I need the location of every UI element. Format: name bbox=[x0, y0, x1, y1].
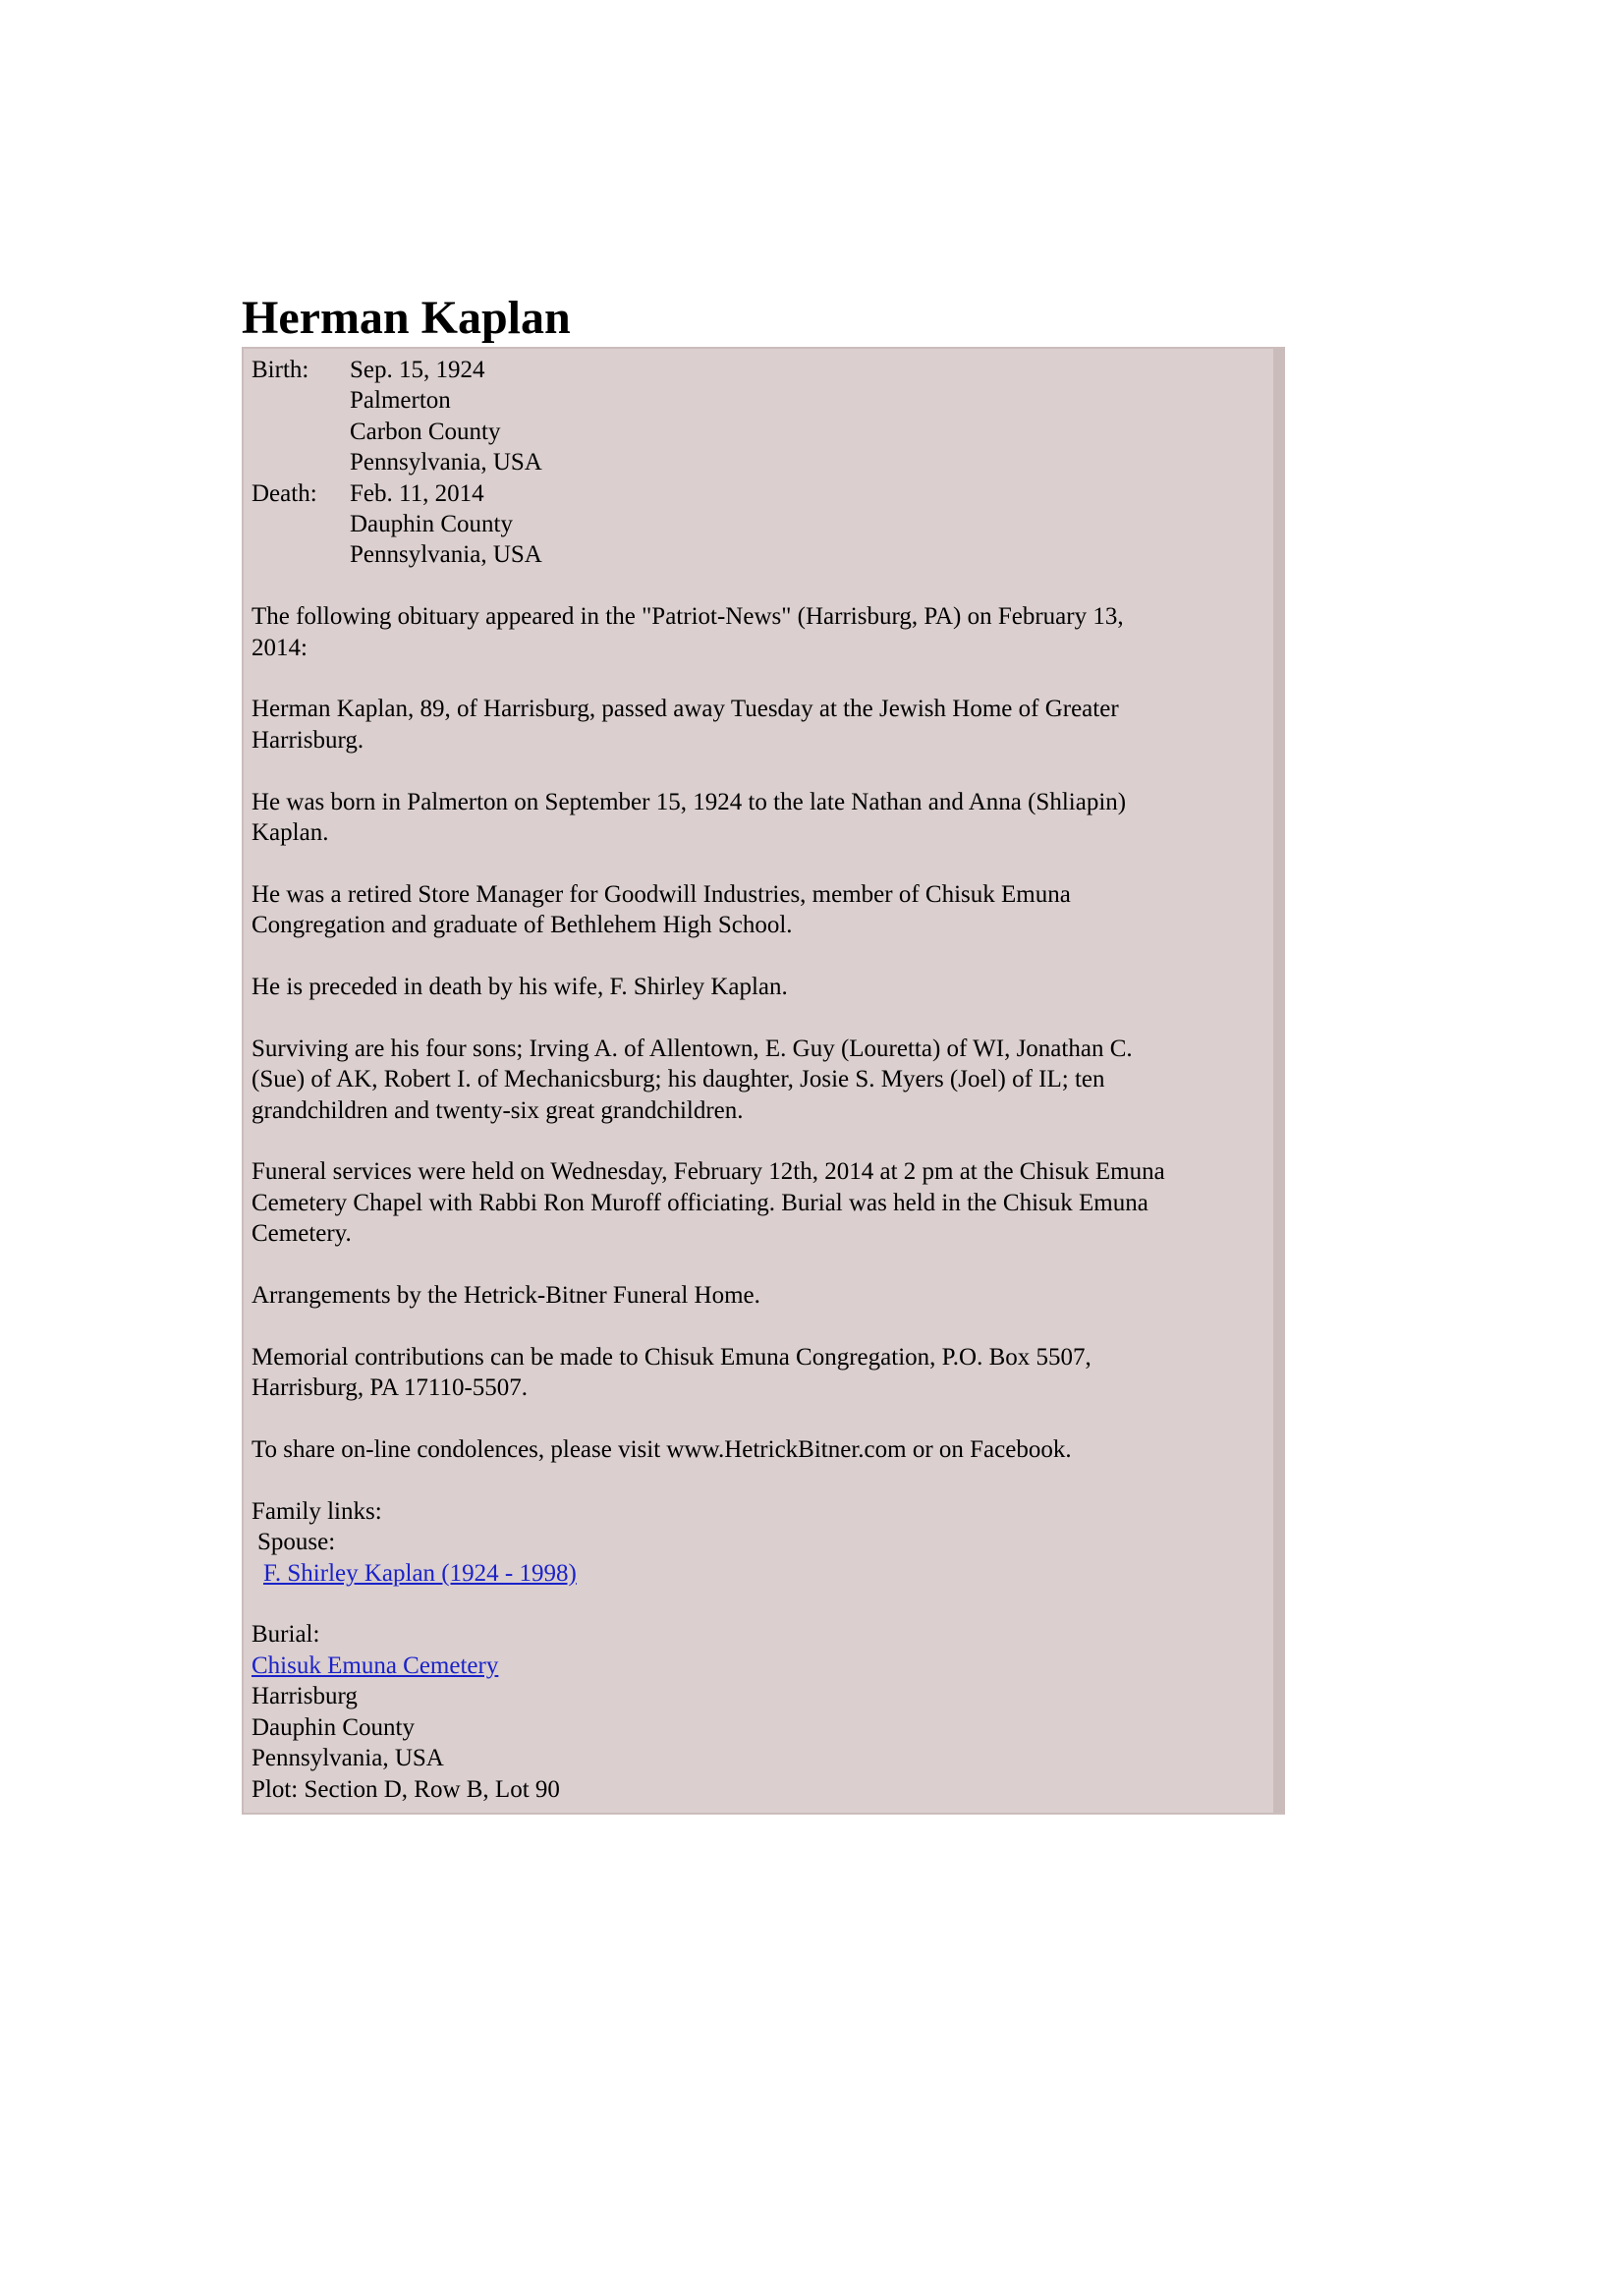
memorial-box bbox=[242, 347, 1285, 1815]
paragraph-line: The following obituary appeared in the "Patriot-News" (Harrisburg, PA) on February 13, bbox=[252, 603, 1124, 631]
burial-location-line: Harrisburg bbox=[252, 1683, 358, 1710]
family-links-heading: Family links: bbox=[252, 1497, 382, 1525]
burial-location-line: Pennsylvania, USA bbox=[252, 1745, 444, 1772]
birth-section bbox=[252, 355, 1263, 478]
death-section bbox=[252, 478, 1263, 571]
obituary-paragraph bbox=[252, 1342, 1263, 1404]
death-label: Death: bbox=[252, 479, 317, 507]
obituary-paragraph bbox=[252, 972, 1263, 1002]
death-date: Feb. 11, 2014 bbox=[350, 479, 484, 507]
burial-location-line: Dauphin County bbox=[252, 1713, 415, 1741]
death-details bbox=[350, 478, 542, 571]
page-title: Herman Kaplan bbox=[242, 292, 571, 344]
paragraph-line: Funeral services were held on Wednesday, February 12th, 2014 at 2 pm at the Chisuk Emuna bbox=[252, 1158, 1165, 1186]
obituary-paragraph bbox=[252, 694, 1263, 756]
paragraph-line: To share on-line condolences, please visit www.HetrickBitner.com or on Facebook. bbox=[252, 1436, 1072, 1464]
cemetery-link[interactable]: Chisuk Emuna Cemetery bbox=[252, 1652, 499, 1679]
birth-details bbox=[350, 355, 542, 478]
obituary-paragraph bbox=[252, 1034, 1263, 1126]
paragraph-line: Harrisburg, PA 17110-5507. bbox=[252, 1374, 529, 1402]
obituary-intro-paragraph bbox=[252, 601, 1263, 663]
paragraph-line: grandchildren and twenty-six great grandchildren. bbox=[252, 1096, 744, 1124]
paragraph-line: Cemetery. bbox=[252, 1220, 352, 1248]
obituary-paragraph bbox=[252, 879, 1263, 941]
paragraph-line: He was a retired Store Manager for Goodwill Industries, member of Chisuk Emuna bbox=[252, 880, 1071, 908]
paragraph-line: 2014: bbox=[252, 634, 308, 661]
paragraph-line: Arrangements by the Hetrick-Bitner Funeral Home. bbox=[252, 1282, 760, 1310]
burial-plot: Plot: Section D, Row B, Lot 90 bbox=[252, 1775, 560, 1803]
paragraph-line: Cemetery Chapel with Rabbi Ron Muroff officiating. Burial was held in the Chisuk Emuna bbox=[252, 1189, 1148, 1216]
birth-place-line: Pennsylvania, USA bbox=[350, 449, 542, 476]
birth-place-line: Carbon County bbox=[350, 418, 501, 445]
cemetery-entry bbox=[252, 1651, 1263, 1681]
paragraph-line: Memorial contributions can be made to Chisuk Emuna Congregation, P.O. Box 5507, bbox=[252, 1343, 1091, 1371]
birth-place-line: Palmerton bbox=[350, 387, 451, 415]
family-links-section bbox=[252, 1496, 1263, 1589]
burial-label: Burial: bbox=[252, 1621, 320, 1649]
death-place-line: Pennsylvania, USA bbox=[350, 541, 542, 569]
obituary-paragraph bbox=[252, 1156, 1263, 1249]
paragraph-line: Surviving are his four sons; Irving A. of Allentown, E. Guy (Louretta) of WI, Jonathan C. bbox=[252, 1035, 1133, 1062]
paragraph-line: He was born in Palmerton on September 15, 1924 to the late Nathan and Anna (Shliapin) bbox=[252, 788, 1127, 815]
spouse-label: Spouse: bbox=[257, 1529, 336, 1556]
obituary-paragraph bbox=[252, 1280, 1263, 1311]
obituary-paragraph bbox=[252, 787, 1263, 849]
spouse-link[interactable]: F. Shirley Kaplan (1924 - 1998) bbox=[263, 1559, 577, 1587]
paragraph-line: He is preceded in death by his wife, F. Shirley Kaplan. bbox=[252, 974, 788, 1001]
death-place-line: Dauphin County bbox=[350, 511, 513, 538]
paragraph-line: Kaplan. bbox=[252, 819, 329, 847]
paragraph-line: Congregation and graduate of Bethlehem High School. bbox=[252, 912, 793, 939]
obituary-paragraph bbox=[252, 1434, 1263, 1465]
birth-date: Sep. 15, 1924 bbox=[350, 357, 485, 383]
birth-label: Birth: bbox=[252, 357, 309, 383]
burial-section bbox=[252, 1619, 1263, 1804]
spouse-entry bbox=[252, 1558, 1263, 1589]
paragraph-line: Harrisburg. bbox=[252, 726, 364, 754]
paragraph-line: (Sue) of AK, Robert I. of Mechanicsburg; his daughter, Josie S. Myers (Joel) of IL; ten bbox=[252, 1066, 1105, 1093]
memorial-content bbox=[252, 355, 1263, 1805]
paragraph-line: Herman Kaplan, 89, of Harrisburg, passed away Tuesday at the Jewish Home of Greater bbox=[252, 696, 1119, 723]
